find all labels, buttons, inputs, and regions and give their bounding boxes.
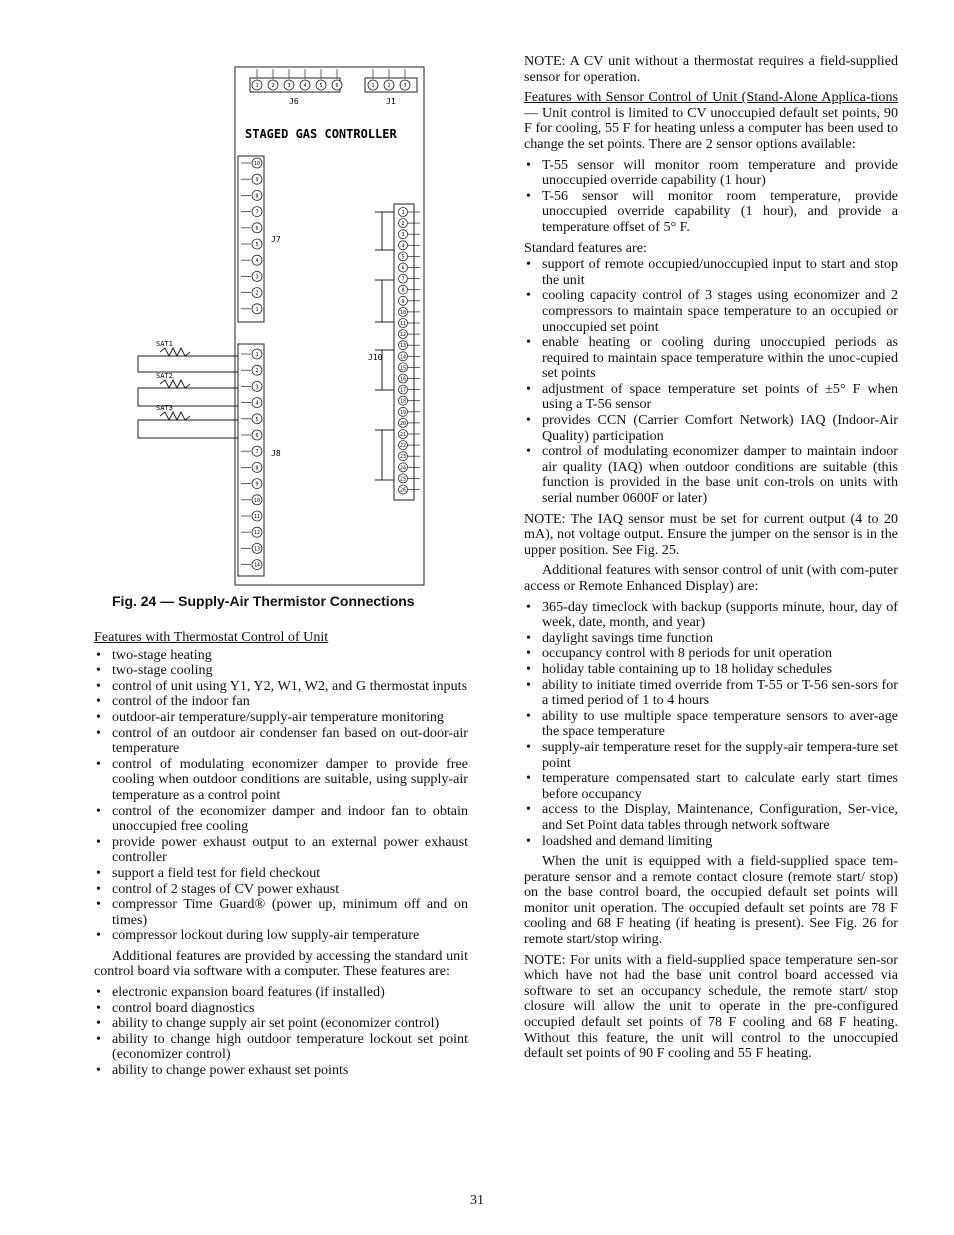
sensor-additional-list [524,600,898,850]
j10-pin-number: 10 [399,309,407,316]
j6-pin-number: 6 [335,83,339,89]
j10-pin-number: 15 [399,365,407,372]
j7-pin-number: 10 [253,161,261,167]
j10-pin-number: 3 [401,232,405,239]
j10-pin-number: 8 [401,287,405,294]
list-item: • access to the Display, Maintenance, Configuration, Ser-vice, and Set Point data tables through network software [524,802,898,833]
j8-pin-number: 14 [253,562,261,569]
list-item: • control board diagnostics [94,1001,468,1017]
sensor-control-text: — Unit control is limited to CV unoccupied default set points, 90 F for cooling, 55 F for heating unless a computer has been used to change the set points. There are 2 sensor options available: [524,104,898,152]
list-item: • ability to use multiple space temperature sensors to aver-age the space temperature [524,709,898,740]
j10-pin-number: 5 [401,254,405,261]
sensor-sat2-label: SAT2 [156,372,173,380]
remote-start-stop-paragraph: When the unit is equipped with a field-supplied space tem-perature sensor and a remote contact closure (remote start/ stop) on the base control board, the occupied default set points will monitor unit operation. The occupied default set points are 78 F cooling and 68 F heating (if heating is present). See Fig. 26 for remote start/stop wiring. [524,853,898,948]
list-item: • ability to initiate timed override from T-55 or T-56 sen-sors for a timed period of 1 to 4 hours [524,678,898,709]
connector-j10-label: J10 [368,353,383,362]
list-item: • ability to change supply air set point (economizer control) [94,1016,468,1032]
sensor-sat3-label: SAT3 [156,404,173,412]
list-item: • provides CCN (Carrier Comfort Network) IAQ (Indoor-Air Quality) participation [524,413,898,444]
standard-features-list [524,257,898,507]
j8-pin-number: 6 [255,433,259,439]
computer-features-list [94,985,468,1079]
list-item: • cooling capacity control of 3 stages using economizer and 2 compressors to maintain space temperature to an occupied or unoccupied set point [524,288,898,335]
j8-pin-number: 11 [253,514,261,520]
list-item: • loadshed and demand limiting [524,834,898,850]
figure-caption: Fig. 24 — Supply-Air Thermistor Connections [112,593,415,609]
list-item: • ability to change power exhaust set points [94,1063,468,1079]
j7-pin-number: 1 [255,306,259,313]
j6-pin-number: 4 [303,83,307,89]
list-item: • control of modulating economizer damper to maintain indoor air quality (IAQ) when outdoor conditions are suitable (this function is provided in the base unit con-trols on units with serial number 0600F or later) [524,444,898,506]
j8-pin-number: 7 [255,449,259,456]
j10-pin-number: 25 [399,476,407,483]
standard-features-label: Standard features are: [524,239,647,256]
sensor-control-paragraph [524,90,898,152]
j7-pin-number: 5 [255,242,259,248]
list-item: • temperature compensated start to calculate early start times before occupancy [524,771,898,802]
j1-pin-number: 3 [403,83,407,89]
list-item: • two-stage heating [94,648,468,664]
sensor-control-heading: Features with Sensor Control of Unit (Stand-Alone Applica-tions [524,89,898,106]
list-item: • enable heating or cooling during unoccupied periods as required to maintain space temperature within the unoc-cupied set points [524,335,898,382]
list-item: • control of the indoor fan [94,694,468,710]
j10-pin-number: 9 [401,298,405,305]
thermostat-features-list [94,648,468,944]
j8-pin-number: 13 [253,546,261,553]
list-item: • T-56 sensor will monitor room temperature, provide unoccupied override capability (1 hour), and provide a temperature offset of 5° F. [524,189,898,236]
sensor-sat1-label: SAT1 [156,340,173,348]
j8-pin-number: 10 [253,497,261,504]
j8-pin-number: 1 [255,352,259,358]
list-item: • holiday table containing up to 18 holiday schedules [524,662,898,678]
j8-pin-number: 9 [255,481,259,488]
j8-pin-number: 12 [253,530,261,537]
list-item: • control of the economizer damper and indoor fan to obtain unoccupied free cooling [94,804,468,835]
connector-j7-label: J7 [271,235,281,244]
j10-pin-number: 2 [401,221,405,228]
connector-j6-label: J6 [289,97,299,106]
j10-pin-number: 24 [399,465,407,472]
list-item: • electronic expansion board features (if installed) [94,985,468,1001]
page-number: 31 [470,1193,484,1208]
j7-pin-number: 6 [255,225,259,232]
j10-pin-number: 13 [399,343,407,350]
note-cv-unit: NOTE: A CV unit without a thermostat requires a field-supplied sensor for operation. [524,53,898,85]
list-item: • ability to change high outdoor temperature lockout set point (economizer control) [94,1032,468,1063]
j6-pin-number: 1 [255,83,259,89]
j10-pin-number: 23 [399,454,407,461]
list-item: • provide power exhaust output to an external power exhaust controller [94,835,468,866]
j7-pin-number: 9 [255,177,259,184]
list-item: • control of modulating economizer damper to provide free cooling when outdoor conditions are suitable, using supply-air temperature as a control point [94,757,468,804]
list-item: • adjustment of space temperature set points of ±5° F when using a T-56 sensor [524,382,898,413]
j7-pin-number: 7 [255,209,259,216]
list-item: • control of 2 stages of CV power exhaust [94,882,468,898]
j10-pin-number: 6 [401,265,405,272]
j6-pin-number: 2 [271,83,275,89]
connector-j8-label: J8 [271,449,281,458]
list-item: • support of remote occupied/unoccupied input to start and stop the unit [524,257,898,288]
supply-air-thermistor-diagram [120,60,440,590]
list-item: • support a field test for field checkout [94,866,468,882]
j10-pin-number: 7 [401,276,405,283]
j7-pin-number: 2 [255,290,259,297]
j6-pin-number: 5 [319,83,323,89]
connector-j1-label: J1 [386,97,396,106]
j8-pin-number: 5 [255,416,259,423]
j1-pin-number: 2 [387,83,391,89]
list-item: • T-55 sensor will monitor room temperature and provide unoccupied override capability (1 hour) [524,158,898,189]
list-item: • daylight savings time function [524,631,898,647]
list-item: • two-stage cooling [94,663,468,679]
j10-pin-number: 20 [399,420,407,427]
j10-pin-number: 18 [399,398,407,405]
j10-pin-number: 17 [399,387,407,394]
list-item: • compressor Time Guard® (power up, minimum off and on times) [94,897,468,928]
j10-pin-number: 12 [399,332,407,339]
j8-pin-number: 3 [255,384,259,391]
list-item: • control of unit using Y1, Y2, W1, W2, and G thermostat inputs [94,679,468,695]
j10-pin-number: 11 [399,321,407,327]
list-item: • 365-day timeclock with backup (supports minute, hour, day of week, date, month, and year) [524,600,898,631]
j10-pin-number: 22 [399,443,407,450]
j7-pin-number: 3 [255,274,259,281]
j6-pin-number: 3 [287,83,291,89]
list-item: • occupancy control with 8 periods for unit operation [524,646,898,662]
j1-pin-number: 1 [371,83,375,89]
j10-pin-number: 1 [401,210,405,216]
right-column [524,54,898,1067]
j10-pin-number: 16 [399,376,407,383]
note-field-supplied-sensor: NOTE: For units with a field-supplied space temperature sen-sor which have not had the base unit control board accessed via software to set an occupancy schedule, the remote start/ stop closure will allow the unit to operate in the pre-configured occupied default set points of 78 F cooling and 68 F heating. Without this feature, the unit will control to the unoccupied default set points of 90 F cooling and 55 F heating. [524,951,898,1062]
j10-pin-number: 14 [399,354,407,361]
j10-pin-number: 21 [399,432,407,438]
sensor-additional-paragraph: Additional features with sensor control of unit (with com-puter access or Remote Enhanced Display) are: [524,562,898,594]
list-item: • supply-air temperature reset for the supply-air tempera-ture set point [524,740,898,771]
board-title: STAGED GAS CONTROLLER [245,127,397,141]
j7-pin-number: 8 [255,193,259,200]
j10-pin-number: 4 [401,243,405,250]
left-column [94,630,468,1084]
additional-features-paragraph: Additional features are provided by accessing the standard unit control board via software with a computer. These features are: [94,947,468,980]
j8-pin-number: 2 [255,368,259,375]
list-item: • compressor lockout during low supply-air temperature [94,928,468,944]
note-iaq-sensor: NOTE: The IAQ sensor must be set for current output (4 to 20 mA), not voltage output. Ensure the jumper on the sensor is in the upper position. See Fig. 25. [524,510,898,558]
j10-pin-number: 19 [399,409,407,416]
thermostat-heading: Features with Thermostat Control of Unit [94,629,329,645]
sensor-options-list [524,158,898,236]
j10-pin-number: 26 [399,487,407,494]
list-item: • outdoor-air temperature/supply-air temperature monitoring [94,710,468,726]
j8-pin-number: 8 [255,465,259,472]
j7-pin-number: 4 [255,258,259,265]
list-item: • control of an outdoor air condenser fan based on out-door-air temperature [94,726,468,757]
j8-pin-number: 4 [255,400,259,407]
